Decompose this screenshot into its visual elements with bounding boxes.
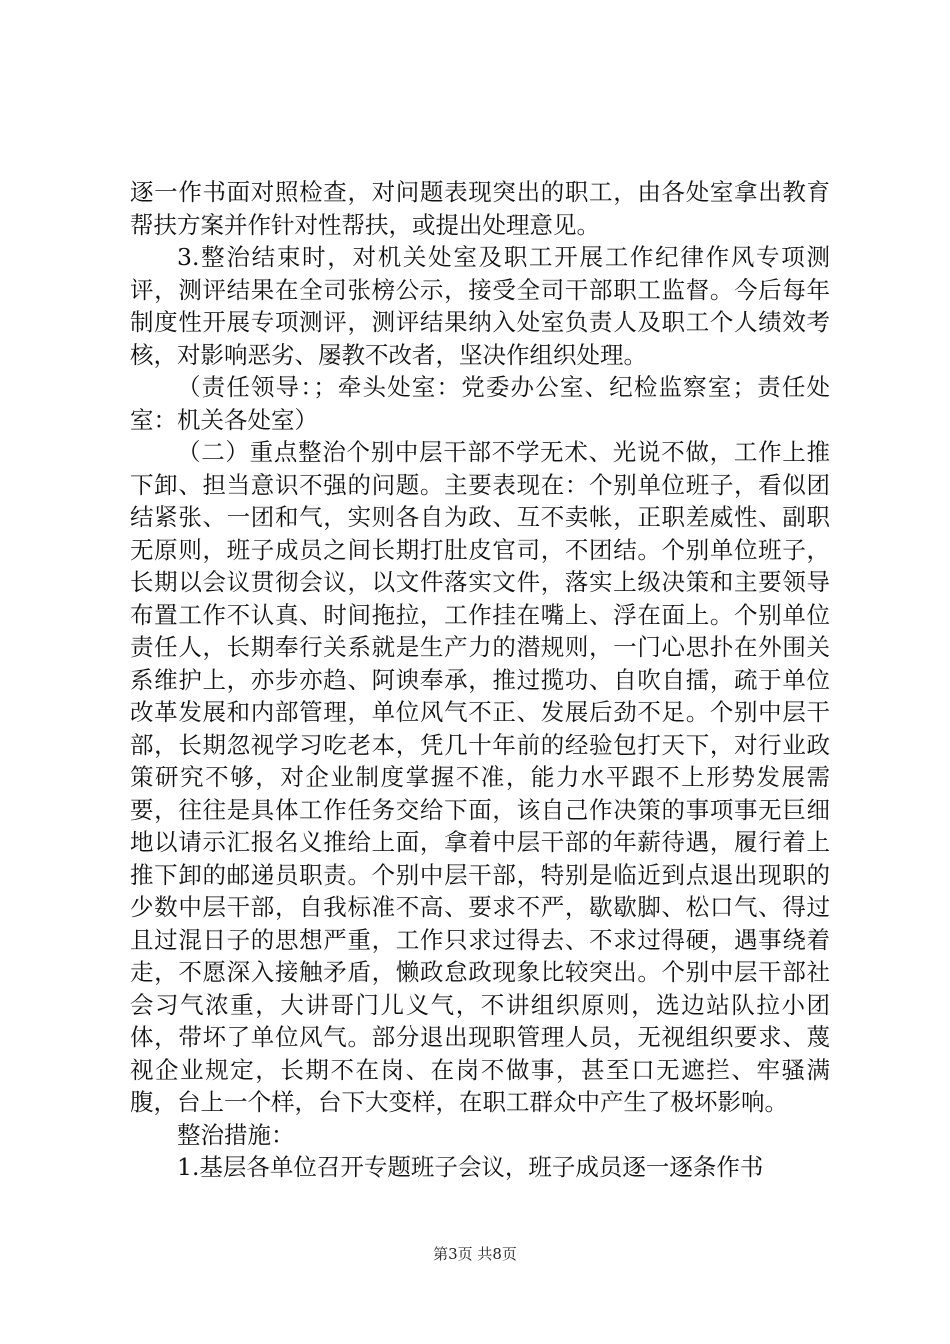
paragraph-4: （二）重点整治个别中层干部不学无术、光说不做，工作上推下卸、担当意识不强的问题。主要表现在：个别单位班子，看似团结紧张、一团和气，实则各自为政、互不卖帐，正职差威性、副职无原则，班子成员之间长期打肚皮官司，不团结。个别单位班子，长期以会议贯彻会议，以文件落实文件，落实上级决策和主要领导布置工作不认真、时间拖拉，工作挂在嘴上、浮在面上。个别单位责任人，长期奉行关系就是生产力的潜规则，一门心思扑在外围关系维护上，亦步亦趋、阿谀奉承，推过揽功、自吹自擂，疏于单位改革发展和内部管理，单位风气不正、发展后劲不足。个别中层干部，长期忽视学习吃老本，凭几十年前的经验包打天下，对行业政策研究不够，对企业制度掌握不准，能力水平跟不上形势发展需要，往往是具体工作任务交给下面，该自己作决策的事项事无巨细地以请示汇报名义推给上面，拿着中层干部的年薪待遇，履行着上推下卸的邮递员职责。个别中层干部，特别是临近到点退出现职的少数中层干部，自我标准不高、要求不严，歇歇脚、松口气、得过且过混日子的思想严重，工作只求过得去、不求过得硬，遇事绕着走，不愿深入接触矛盾，懒政怠政现象比较突出。个别中层干部社会习气浓重，大讲哥门儿义气，不讲组织原则，选边站队拉小团体，带坏了单位风气。部分退出现职管理人员，无视组织要求、蔑视企业规定，长期不在岗、在岗不做事，甚至口无遮拦、牢骚满腹，台上一个样，台下大变样，在职工群众中产生了极坏影响。 bbox=[130, 438, 830, 1116]
paragraph-5: 整治措施： bbox=[177, 1120, 295, 1149]
page-number-footer: 第3页 共8页 bbox=[433, 1245, 517, 1263]
paragraph-6: 1.基层各单位召开专题班子会议，班子成员逐一逐条作书 bbox=[177, 1153, 764, 1181]
paragraph-1: 逐一作书面对照检查，对问题表现突出的职工，由各处室拿出教育帮扶方案并作针对性帮扶，或提出处理意见。 bbox=[130, 178, 830, 239]
document-body bbox=[130, 176, 830, 1184]
paragraph-3: （责任领导：；牵头处室：党委办公室、纪检监察室；责任处室：机关各处室） bbox=[130, 373, 830, 434]
paragraph-2: 3.整治结束时，对机关处室及职工开展工作纪律作风专项测评，测评结果在全司张榜公示，接受全司干部职工监督。今后每年制度性开展专项测评，测评结果纳入处室负责人及职工个人绩效考核，对影响恶劣、屡教不改者，坚决作组织处理。 bbox=[130, 243, 830, 369]
